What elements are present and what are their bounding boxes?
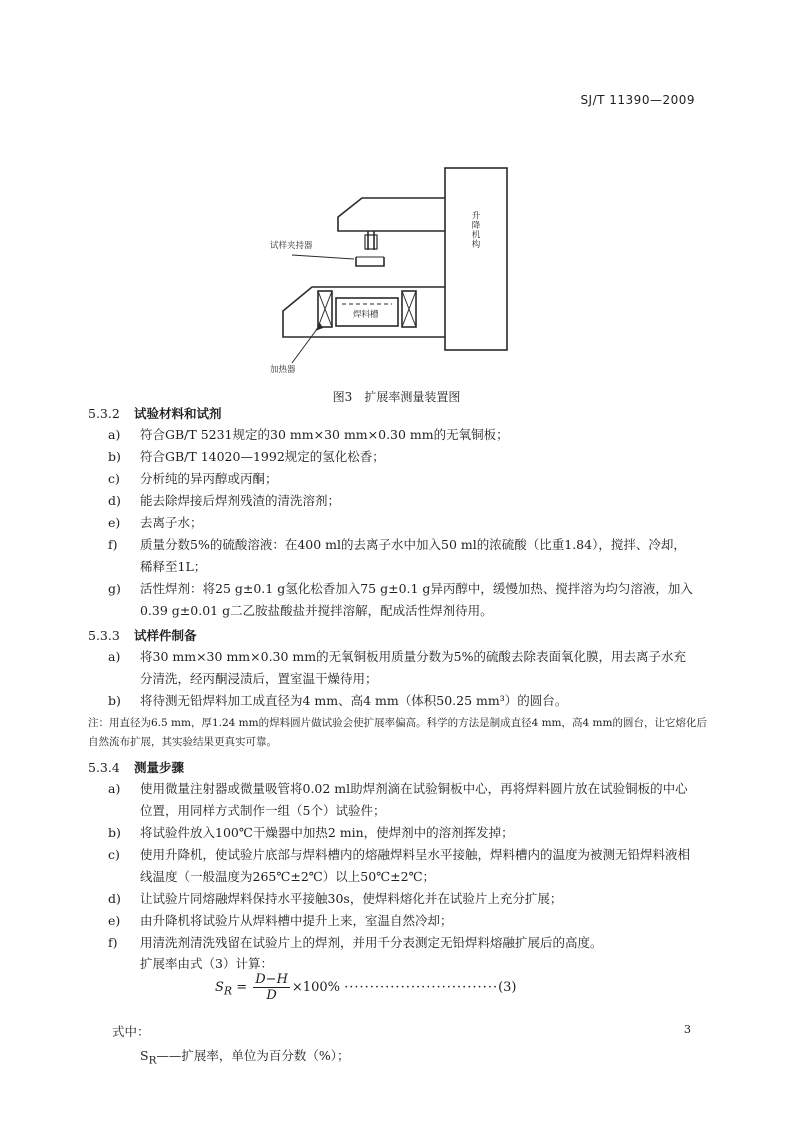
section-number: 5.3.3 [88, 628, 120, 643]
bath-label: 焊料槽 [353, 310, 379, 320]
holder-label: 试样夹持器 [270, 241, 313, 251]
figure-caption [0, 388, 793, 405]
heater-label: 加热器 [270, 365, 296, 375]
formula-numerator: D−H [255, 972, 288, 987]
document-id-header: SJ/T 11390—2009 [580, 93, 695, 107]
lifting-column-shape [445, 168, 507, 350]
symbol: S [140, 1048, 149, 1063]
specimen-holder-shape [356, 257, 384, 266]
section-title: 试样件制备 [134, 628, 197, 643]
section-number: 5.3.4 [88, 760, 120, 775]
list-item: a) 符合GB/T 5231规定的30 mm×30 mm×0.30 mm的无氧铜板； [108, 427, 509, 442]
symbol-sub: R [148, 1054, 157, 1067]
list-item: b) 将试验件放入100℃干燥器中加热2 min，使焊剂中的溶剂挥发掉； [108, 825, 514, 840]
figure-number: 图3 [332, 390, 353, 404]
list-item: e) 去离子水； [108, 515, 203, 530]
lifter-label: 升降机构 [470, 211, 480, 249]
formula-lhs-sub: R [223, 984, 233, 998]
list-item: b) 将待测无铅焊料加工成直径为4 mm、高4 mm（体积50.25 mm³）的圆台。 [108, 693, 568, 708]
section-title: 测量步骤 [134, 760, 185, 775]
page-number: 3 [684, 1023, 691, 1036]
where-intro: 式中： [112, 1024, 150, 1039]
section-heading-5-3-4 [88, 758, 184, 776]
upper-arm-shape [338, 198, 445, 231]
list-item: c) 分析纯的异丙醇或丙酮； [108, 471, 278, 486]
section-title: 试验材料和试剂 [134, 406, 222, 421]
list-item: e) 由升降机将试验片从焊料槽中提升上来，室温自然冷却； [108, 913, 453, 928]
formula-equals: = [236, 980, 248, 995]
list-item: a) 将30 mm×30 mm×0.30 mm的无氧铜板用质量分数为5%的硫酸去除表面氧化膜，用去离子水充分清洗，经丙酮浸渍后，置室温干燥待用； [108, 649, 686, 686]
spread-rate-formula [215, 972, 517, 1003]
section-heading-5-3-2 [88, 404, 222, 422]
formula-lhs: S [215, 980, 224, 995]
symbol-definition-sr [140, 1046, 350, 1067]
section-heading-5-3-3 [88, 626, 197, 644]
list-item: f) 质量分数5%的硫酸溶液：在400 ml的去离子水中加入50 ml的浓硫酸（比重1.84），搅拌、冷却，稀释至1L； [108, 537, 686, 574]
apparatus-figure [270, 165, 510, 385]
list-item: a) 使用微量注射器或微量吸管将0.02 ml助焊剂滴在试验铜板中心，再将焊料圆片放在试验铜板的中心位置，用同样方式制作一组（5个）试验件； [108, 781, 688, 818]
list-item: c) 使用升降机，使试验片底部与焊料槽内的熔融焊料呈水平接触，焊料槽内的温度为被测无铅焊料液相线温度（一般温度为265℃±2℃）以上50℃±2℃； [108, 847, 691, 884]
formula-denominator: D [266, 988, 277, 1003]
formula-fraction [253, 972, 290, 1003]
symbol-def: ——扩展率，单位为百分数（%）； [156, 1048, 350, 1063]
list-item: g) 活性焊剂：将25 g±0.1 g氢化松香加入75 g±0.1 g异丙醇中，缓慢加热、搅拌溶为均匀溶液，加入0.39 g±0.01 g二乙胺盐酸盐并搅拌溶解，配成活性焊剂待用。 [108, 581, 693, 618]
list-item: d) 让试验片同熔融焊料保持水平接触30s，使焊料熔化并在试验片上充分扩展； [108, 891, 563, 906]
formula-times: ×100% [291, 980, 340, 995]
figure-title: 扩展率测量装置图 [364, 390, 461, 404]
note: 注：用直径为6.5 mm，厚1.24 mm的焊料圆片做试验会使扩展率偏高。科学的方法是制成直径4 mm，高4 mm的圆台，让它熔化后自然流布扩展，其实验结果更真实可靠。 [88, 717, 707, 748]
list-item: f) 用清洗剂清洗残留在试验片上的焊剂，并用千分表测定无铅焊料熔融扩展后的高度。 [108, 935, 603, 950]
equation-number: (3) [498, 980, 517, 995]
list-item: b) 符合GB/T 14020—1992规定的氢化松香； [108, 449, 385, 464]
list-item: d) 能去除焊接后焊剂残渣的清洗溶剂； [108, 493, 341, 508]
calc-intro: 扩展率由式（3）计算： [140, 956, 273, 971]
section-number: 5.3.2 [88, 406, 120, 421]
formula-leader-dots: ······························ [344, 980, 499, 995]
